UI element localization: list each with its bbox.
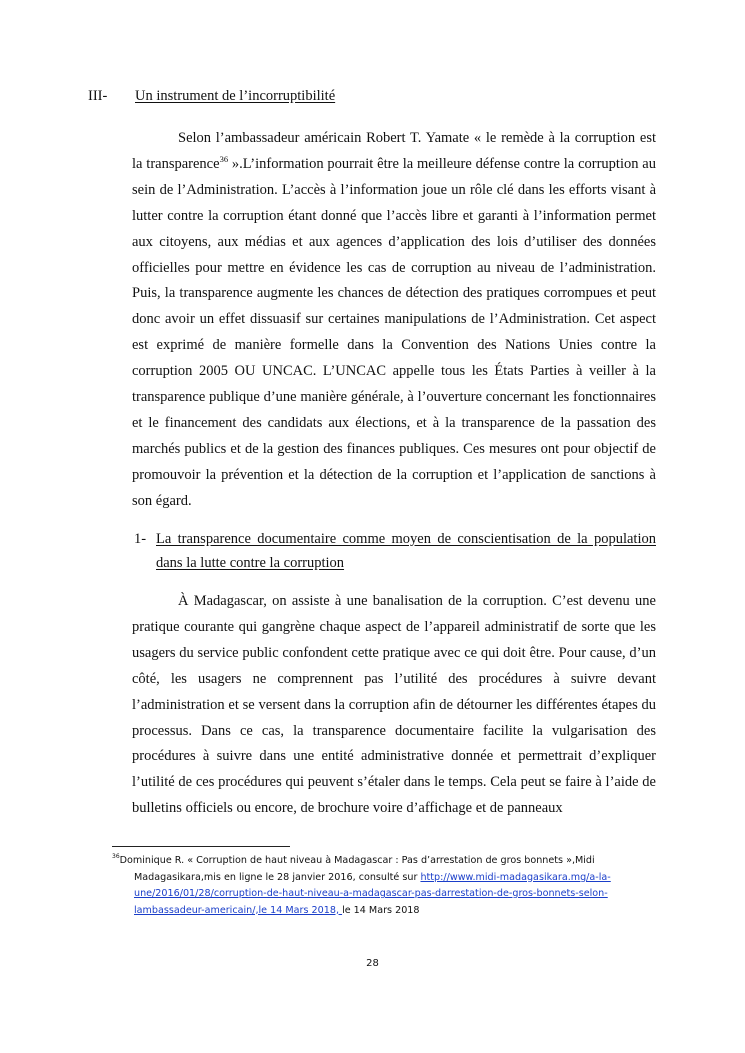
footnote-link-part-2[interactable]: une/2016/01/28/corruption-de-haut-niveau-a-madagascar-pas-darrestation-de-gros-bonnets-selon- [134, 888, 608, 899]
subsection-title [156, 527, 656, 575]
subsection-number: 1- [134, 531, 147, 547]
footnote [112, 853, 657, 919]
footnote-separator [112, 846, 290, 847]
footnote-line-4 [112, 903, 657, 920]
footnote-source-text: Madagasikara,mis en ligne le 28 janvier 2016, consulté sur [134, 871, 421, 883]
footnote-link-part-3[interactable]: lambassadeur-americain/,le 14 Mars 2018, [134, 904, 343, 916]
footnote-line-3 [112, 886, 657, 903]
footnote-reference[interactable]: 36 [219, 153, 229, 164]
subsection-title-text: La transparence documentaire comme moyen de conscientisation de la population dans la lutte contre la corruption [156, 531, 656, 571]
footnote-line-2 [112, 870, 657, 887]
footnote-access-date: le 14 Mars 2018 [342, 904, 420, 916]
paragraph-transparency [132, 126, 656, 515]
footnote-line-1 [112, 853, 657, 870]
page-number: 28 [366, 958, 379, 969]
footnote-citation: Dominique R. « Corruption de haut niveau à Madagascar : Pas d’arrestation de gros bonnets »,Midi [119, 855, 595, 866]
footnote-link-part-1[interactable]: http://www.midi-madagasikara.mg/a-la- [420, 871, 611, 883]
section-title: Un instrument de l’incorruptibilité [135, 88, 336, 104]
paragraph-text: À Madagascar, on assiste à une banalisation de la corruption. C’est devenu une pratique courante qui gangrène chaque aspect de l’appareil administratif de sorte que les usagers du service public confondent cette pratique avec ce qui doit être. Pour cause, d’un côté, les usagers ne comprennent pas l’utilité des procédures à suivre devant l’administration et se versent dans la corruption afin de détourner les différentes étapes du processus. Dans ce cas, la transparence documentaire facilite la vulgarisation des procédures à suivre dans une entité administrative donnée et permettrait d’expliquer l’utilité de ces procédures qui peuvent s’étaler dans le temps. Cela peut se faire à l’aide de bulletins officiels ou encore, de brochure voire d’affichage et de panneaux [132, 593, 656, 817]
footnote-number: 36 [112, 853, 120, 860]
section-number: III- [88, 88, 108, 104]
paragraph-text-start: Selon l’ambassadeur américain Robert T. Yamate « le remède à la corruption est la transparence [132, 130, 656, 172]
paragraph-madagascar [132, 589, 656, 822]
paragraph-text-continued: ».L’information pourrait être la meilleure défense contre la corruption au sein de l’Administration. L’accès à l’information joue un rôle clé dans les efforts visant à lutter contre la corruption étant donné que l’accès libre et garanti à l’information permet aux citoyens, aux médias et aux agences d’application des lois d’utiliser des données officielles pour mettre en évidence les cas de corruption au niveau de l’administration. Puis, la transparence augmente les chances de détection des pratiques corrompues et peut donc avoir un effet dissuasif sur certaines manipulations de l’Administration. Cet aspect est exprimé de manière formelle dans la Convention des Nations Unies contre la corruption 2005 OU UNCAC. L’UNCAC appelle tous les États Parties à veiller à la transparence publique d’une manière générale, à l’ouverture concernant les fonctionnaires et le financement des candidats aux élections, et à la transparence de la passation des marchés publics et de la gestion des finances publiques. Ces mesures ont pour objectif de promouvoir la prévention et la détection de la corruption et l’application de sanctions à son égard. [132, 155, 656, 509]
